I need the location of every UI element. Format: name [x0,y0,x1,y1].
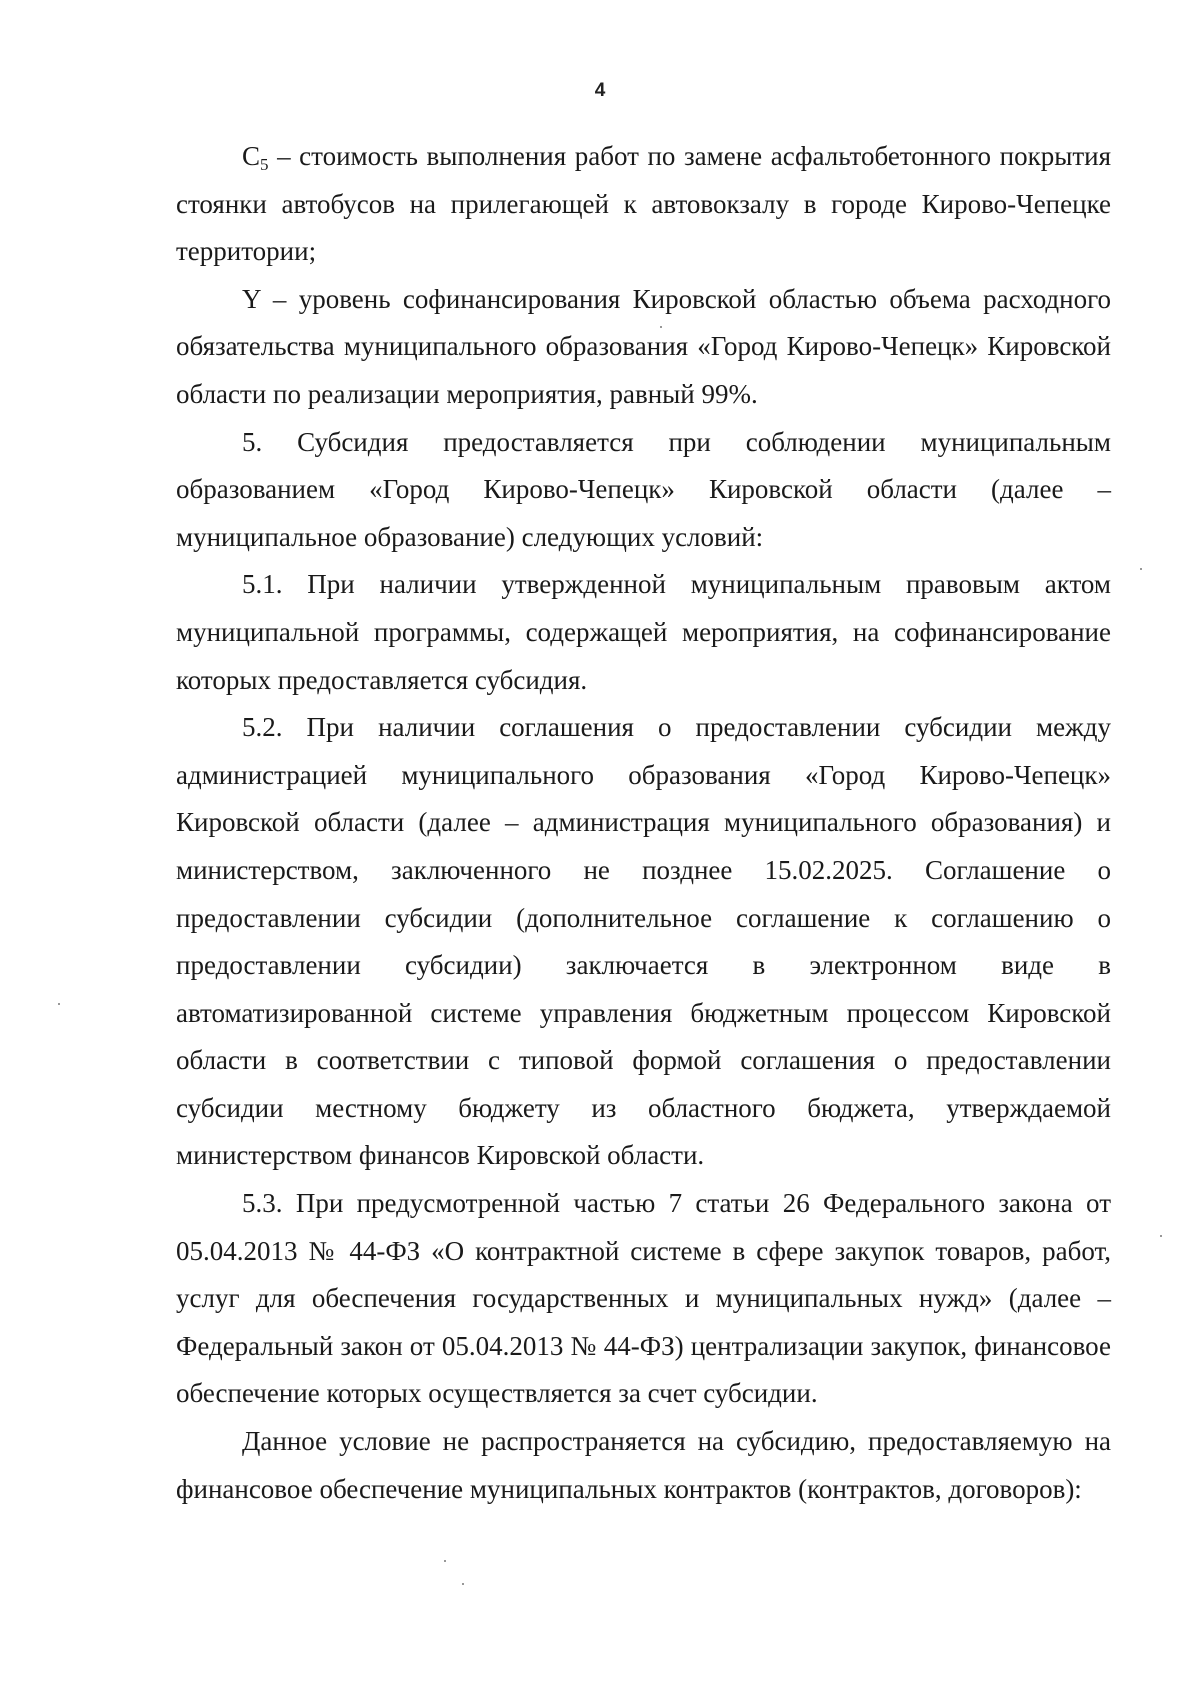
scan-speck [444,1560,446,1562]
scan-speck [1140,568,1142,570]
page-number: 4 [594,80,606,101]
scan-speck [1160,1235,1162,1237]
c5-symbol: C [242,141,261,171]
paragraph-clause-5-3: 5.3. При предусмотренной частью 7 статьи 26 Федерального закона от 05.04.2013 № 44-ФЗ «О контрактной системе в сфере закупок товаров, работ, услуг для обеспечения государственных и муниципальных нужд» (далее – Федеральный закон от 05.04.2013 № 44-ФЗ) централизации закупок, финансовое обеспечение которых осуществляется за счет субсидии. [176,1188,1111,1409]
paragraph-clause-5-1: 5.1. При наличии утвержденной муниципальным правовым актом муниципальной программы, содержащей мероприятия, на софинансирование которых предоставляется субсидия. [176,569,1111,695]
scan-speck [462,1583,464,1585]
paragraph-exception: Данное условие не распространяется на субсидию, предоставляемую на финансовое обеспечение муниципальных контрактов (контрактов, договоров): [176,1426,1111,1504]
scan-speck [660,326,662,328]
document-body [176,133,1111,1513]
c5-subscript: 5 [260,155,269,174]
scan-speck [58,1003,60,1005]
c5-definition-text: – стоимость выполнения работ по замене асфальтобетонного покрытия стоянки автобусов на прилегающей к автовокзалу в городе Кирово-Чепецке территории; [176,141,1111,267]
paragraph-clause-5: 5. Субсидия предоставляется при соблюдении муниципальным образованием «Город Кирово-Чепецк» Кировской области (далее – муниципальное образование) следующих условий: [176,426,1111,552]
paragraph-clause-5-2: 5.2. При наличии соглашения о предоставлении субсидии между администрацией муниципального образования «Город Кирово-Чепецк» Кировской области (далее – администрация муниципального образования) и министерством, заключенного не позднее 15.02.2025. Соглашение о предоставлении субсидии (дополнительное соглашение к соглашению о предоставлении субсидии) заключается в электронном виде в автоматизированной системе управления бюджетным процессом Кировской области в соответствии с типовой формой соглашения о предоставлении субсидии местному бюджету из областного бюджета, утверждаемой министерством финансов Кировской области. [176,712,1111,1171]
paragraph-y-definition: Y – уровень софинансирования Кировской областью объема расходного обязательства муниципального образования «Город Кирово-Чепецк» Кировской области по реализации мероприятия, равный 99%. [176,283,1111,409]
paragraph-c5-definition [176,133,1111,276]
